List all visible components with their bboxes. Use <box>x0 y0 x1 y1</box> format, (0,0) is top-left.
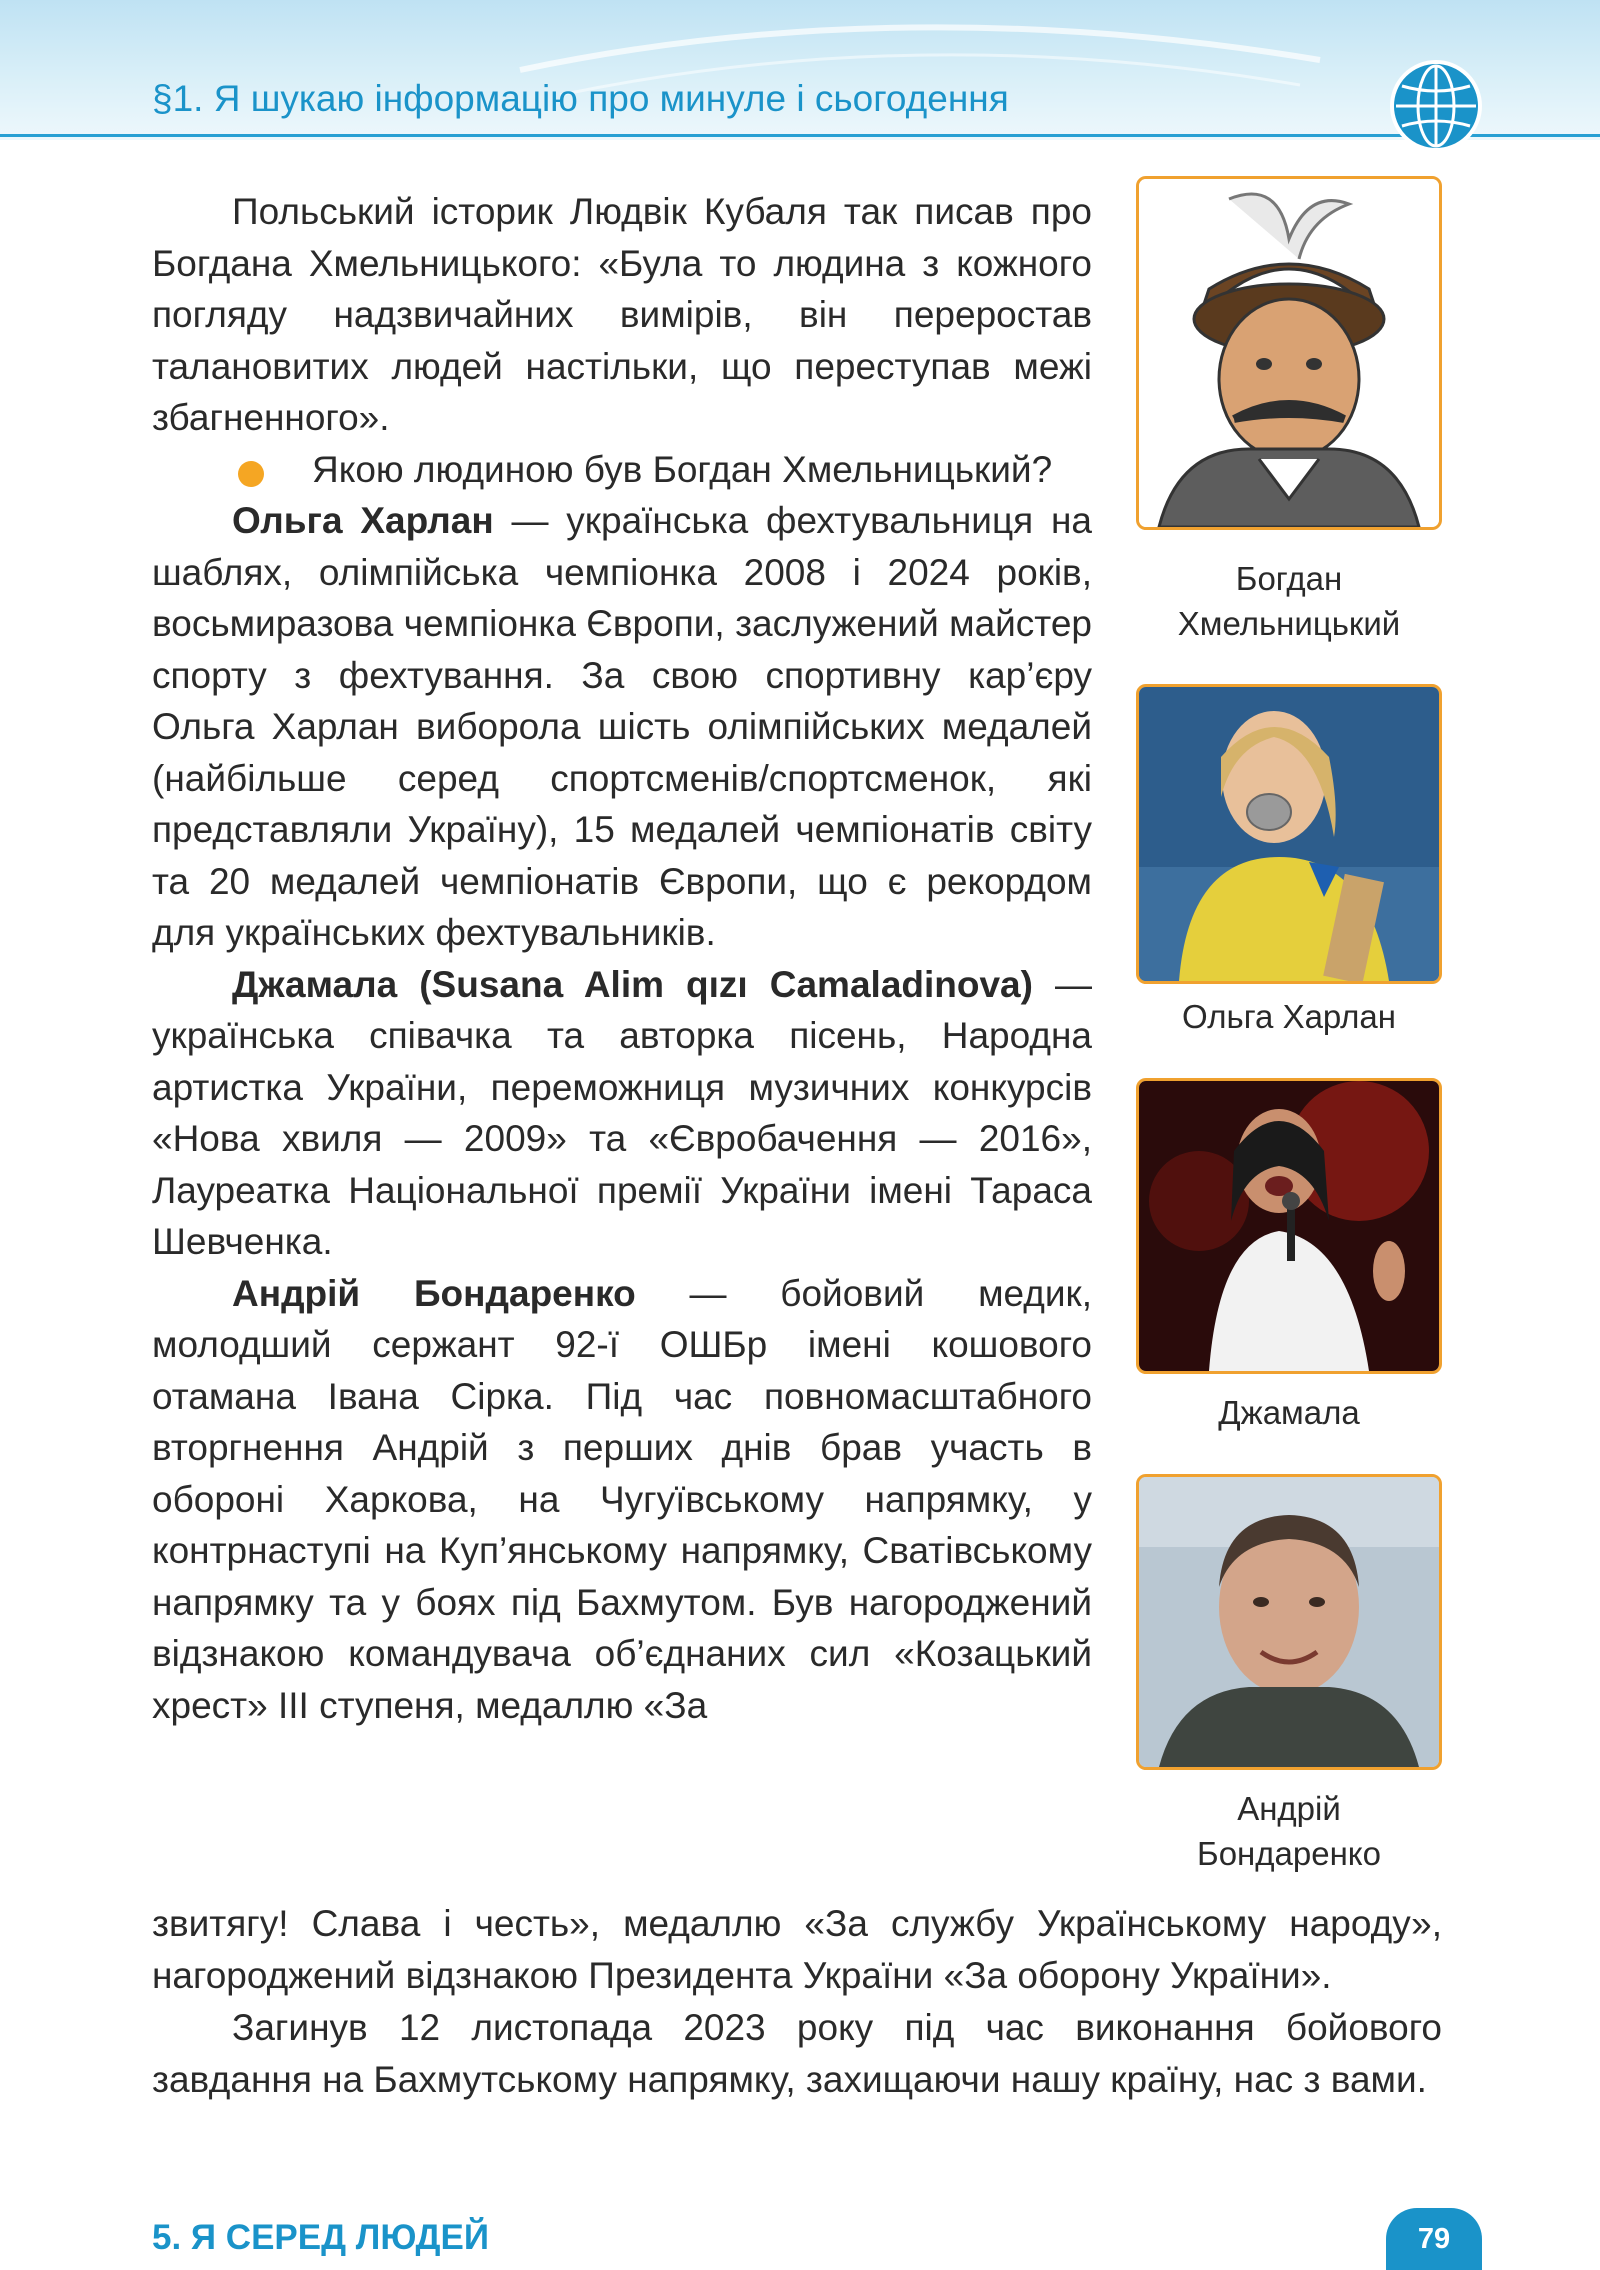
bondarenko-text: — бойовий медик, молодший сержант 92-ї ОШБр імені кошового отамана Івана Сірка. Під час повномасштабного вторгнення Андрій з перших днів брав участь в обороні Харкова, на Чугуївському напрямку, у контрнаступі на Куп’янському напрямку, Сватівському напрямку та у боях під Бахмутом. Був нагороджений відзнакою командувача об’єднаних сил «Козацький хрест» III ступеня, медаллю «За <box>152 1272 1092 1726</box>
jamala-name: Джамала (Susana Alim qızı Camaladinova) <box>232 963 1033 1005</box>
intro-paragraph: Польський історик Людвік Кубаля так писав про Богдана Хмельницького: «Була то людина з кожного погляду надзвичайних вимірів, він переростав талановитих людей настільки, що переступав межі збагненного». <box>152 191 1092 438</box>
bondarenko-caption-line1: Андрій <box>1237 1790 1341 1827</box>
bondarenko-caption-line2: Бондаренко <box>1197 1835 1381 1872</box>
bondarenko-death-paragraph: Загинув 12 листопада 2023 року під час виконання бойового завдання на Бахмутському напрямку, захищаючи нашу країну, нас з вами. <box>152 2007 1442 2100</box>
khmelnytsky-portrait <box>1136 176 1442 530</box>
jamala-caption: Джамала <box>1218 1394 1360 1431</box>
kharlan-photo <box>1136 684 1442 984</box>
kharlan-name: Ольга Харлан <box>232 500 494 541</box>
chapter-title: 5. Я СЕРЕД ЛЮДЕЙ <box>152 2218 489 2257</box>
question-item <box>152 444 1092 496</box>
kharlan-paragraph <box>152 495 1092 959</box>
bondarenko-caption <box>1136 1786 1442 1876</box>
khmelnytsky-caption-line2: Хмельницький <box>1177 605 1401 642</box>
jamala-text: — українська співачка та авторка пісень, Народна артистка України, переможниця музичних конкурсів «Нова хвиля — 2009» та «Євробачення — 2016», Лауреатка Національної премії України імені Тараса Шевченка. <box>152 963 1093 1262</box>
question-text: Якою людиною був Богдан Хмельницький? <box>312 448 1053 490</box>
header-rule <box>0 134 1600 137</box>
kharlan-text: — українська фехтувальниця на шаблях, олімпійська чемпіонка 2008 і 2024 років, восьмиразова чемпіонка Європи, заслужений майстер спорту з фехтування. За свою спортивну кар’єру Ольга Харлан виборола шість олімпійських медалей (найбільше серед спортсменів/спортсменок, які представляли Україну), 15 медалей чемпіонатів світу та 20 медалей чемпіонатів Європи, що є рекордом для українських фехтувальників. <box>152 500 1092 953</box>
jamala-paragraph <box>152 959 1092 1268</box>
globe-icon <box>1388 58 1484 154</box>
text-column <box>152 186 1092 1731</box>
page-number: 79 <box>1386 2208 1482 2270</box>
jamala-photo <box>1136 1078 1442 1374</box>
bondarenko-photo <box>1136 1474 1442 1770</box>
bullet-dot-icon <box>238 461 264 487</box>
khmelnytsky-caption-line1: Богдан <box>1235 560 1343 597</box>
bondarenko-paragraph <box>152 1268 1092 1732</box>
bondarenko-continuation: звитягу! Слава і честь», медаллю «За службу Українському народу», нагороджений відзнакою Президента України «За оборону України». <box>152 1903 1442 1996</box>
khmelnytsky-caption <box>1136 556 1442 646</box>
bondarenko-name: Андрій Бондаренко <box>232 1272 636 1314</box>
kharlan-caption: Ольга Харлан <box>1181 998 1396 1035</box>
section-title: §1. Я шукаю інформацію про минуле і сьогодення <box>152 78 1009 119</box>
